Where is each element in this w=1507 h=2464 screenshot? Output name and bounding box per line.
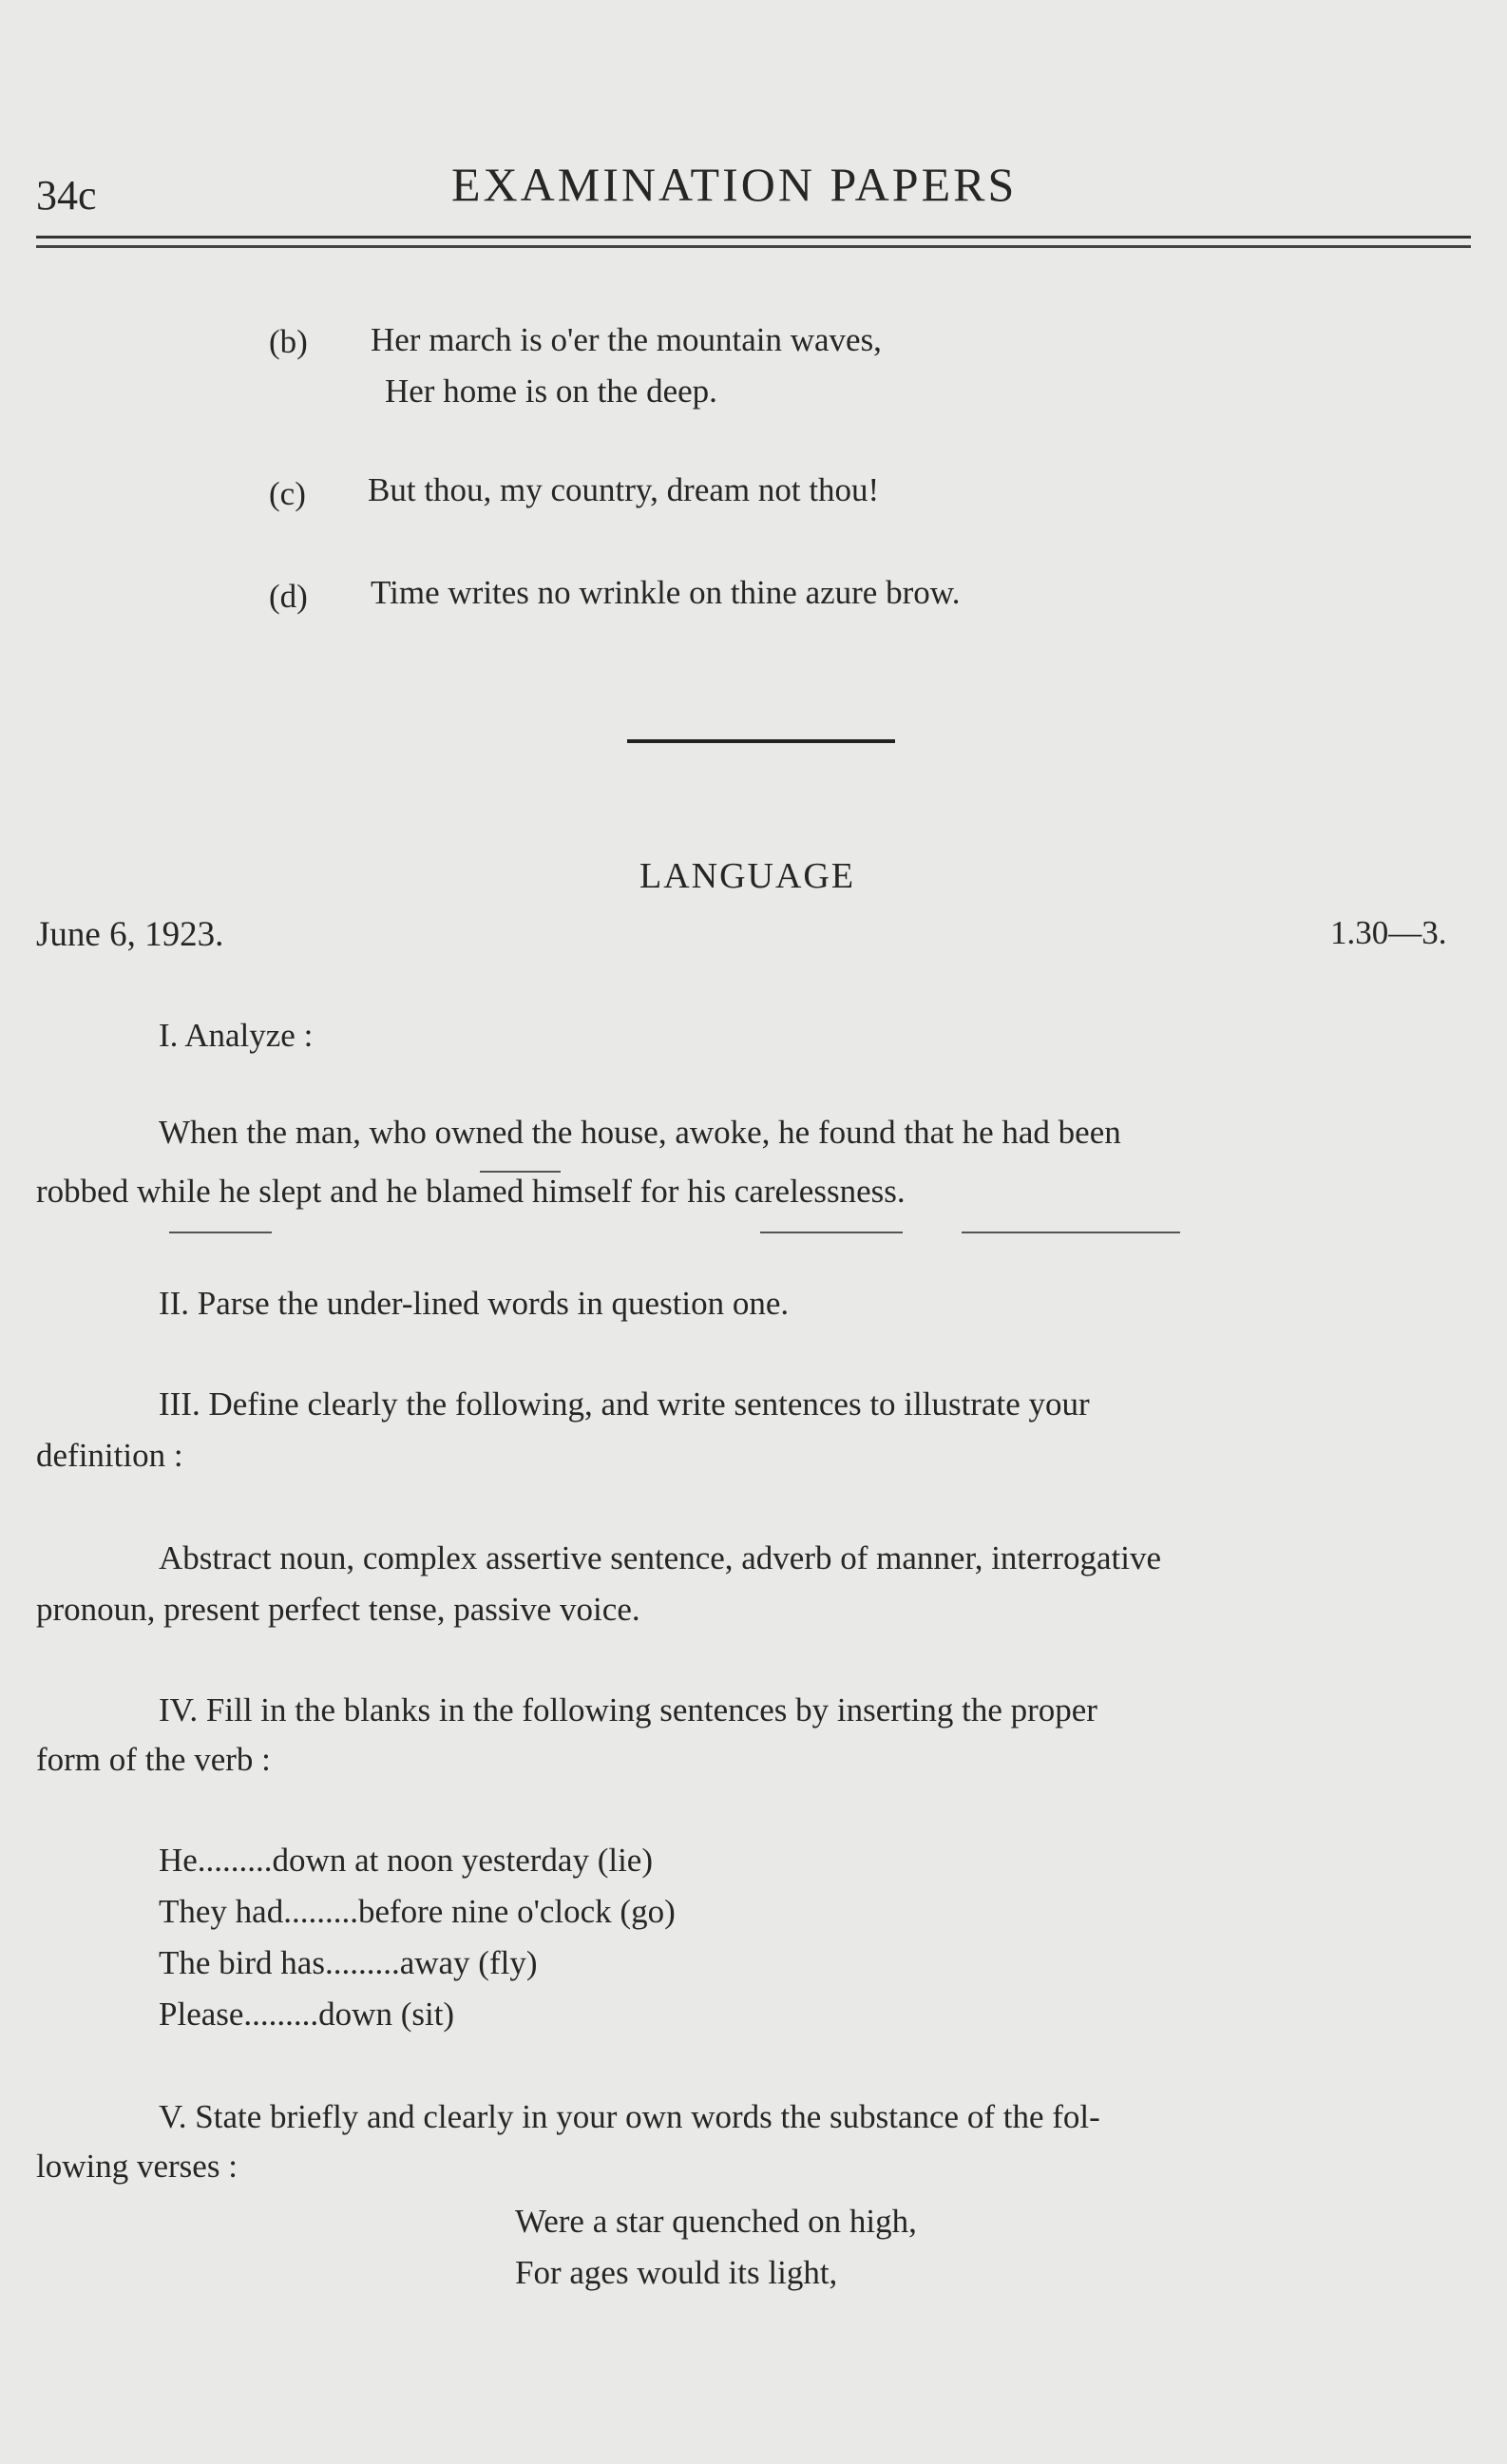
quote-label-d: (d) bbox=[269, 578, 308, 615]
question-5-verse-line-2: For ages would its light, bbox=[515, 2254, 838, 2291]
exam-date: June 6, 1923. bbox=[36, 915, 224, 954]
question-3-terms-line-2: pronoun, present perfect tense, passive voice. bbox=[36, 1591, 640, 1628]
question-1-line-1: When the man, who owned the house, awoke, he found that he had been bbox=[159, 1114, 1121, 1151]
section-divider bbox=[627, 739, 895, 743]
underline-carelessness bbox=[962, 1232, 1180, 1233]
question-4-sentence-2: They had.........before nine o'clock (go) bbox=[159, 1893, 676, 1930]
underline-while bbox=[169, 1232, 272, 1233]
question-1-heading: I. Analyze : bbox=[159, 1017, 314, 1054]
quote-d-line-1: Time writes no wrinkle on thine azure brow. bbox=[371, 574, 961, 611]
question-3-terms-line-1: Abstract noun, complex assertive sentence, adverb of manner, interrogative bbox=[159, 1539, 1162, 1576]
question-4-sentence-4: Please.........down (sit) bbox=[159, 1996, 455, 2033]
quote-label-c: (c) bbox=[269, 475, 306, 512]
question-3-line-2: definition : bbox=[36, 1437, 183, 1474]
question-4-line-2: form of the verb : bbox=[36, 1741, 271, 1778]
running-title: EXAMINATION PAPERS bbox=[451, 158, 1018, 211]
question-5-verse-line-1: Were a star quenched on high, bbox=[515, 2203, 917, 2240]
question-5-line-2: lowing verses : bbox=[36, 2148, 238, 2185]
quote-b-line-2: Her home is on the deep. bbox=[385, 372, 717, 410]
question-2: II. Parse the under-lined words in question one. bbox=[159, 1285, 790, 1322]
quote-b-line-1: Her march is o'er the mountain waves, bbox=[371, 321, 882, 358]
header-rule bbox=[36, 236, 1471, 239]
section-title: LANGUAGE bbox=[639, 856, 856, 896]
exam-time: 1.30—3. bbox=[1330, 914, 1447, 951]
underline-himself bbox=[760, 1232, 903, 1233]
quote-label-b: (b) bbox=[269, 323, 308, 360]
underline-and bbox=[480, 1171, 561, 1173]
question-3-line-1: III. Define clearly the following, and write sentences to illustrate your bbox=[159, 1385, 1090, 1423]
question-1-line-2: robbed while he slept and he blamed himself for his carelessness. bbox=[36, 1173, 906, 1210]
question-4-line-1: IV. Fill in the blanks in the following sentences by inserting the proper bbox=[159, 1691, 1097, 1729]
question-4-sentence-1: He.........down at noon yesterday (lie) bbox=[159, 1842, 653, 1879]
question-5-line-1: V. State briefly and clearly in your own words the substance of the fol- bbox=[159, 2098, 1100, 2135]
quote-c-line-1: But thou, my country, dream not thou! bbox=[368, 471, 880, 508]
header-rule-double bbox=[36, 245, 1471, 248]
page-number: 34c bbox=[36, 172, 97, 219]
question-4-sentence-3: The bird has.........away (fly) bbox=[159, 1944, 538, 1981]
